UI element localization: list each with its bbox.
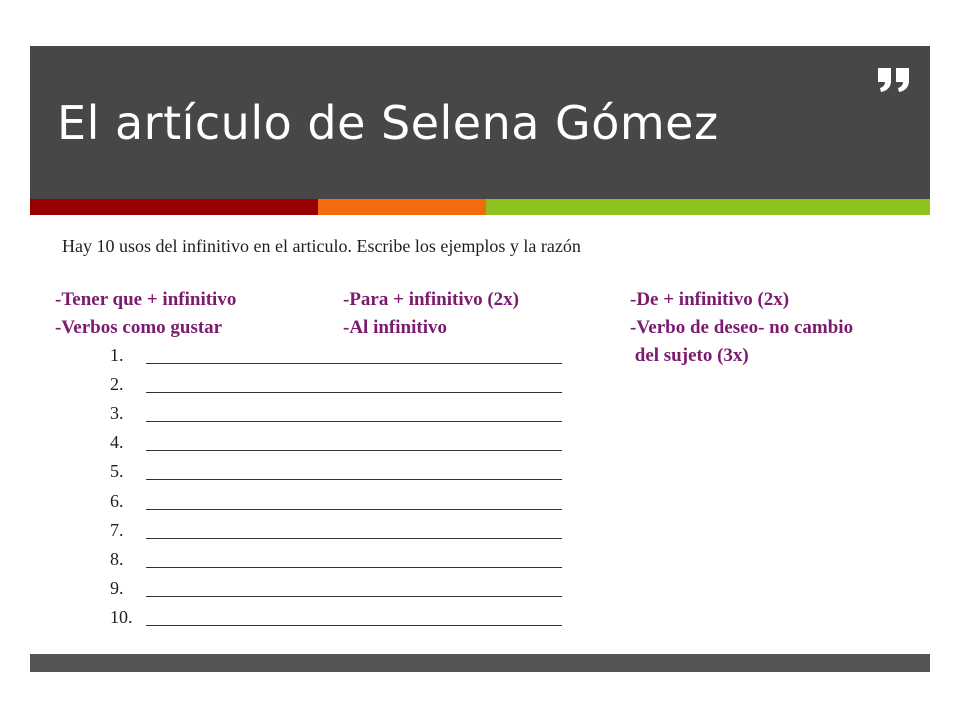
answer-number: 9.: [110, 577, 124, 598]
answer-row: [110, 603, 562, 632]
answer-blank-line[interactable]: [146, 407, 562, 422]
answer-row: [110, 516, 562, 545]
accent-segment-red: [30, 199, 318, 215]
category-column-1: [55, 286, 236, 342]
answer-row: [110, 574, 562, 603]
answer-row: [110, 370, 562, 399]
category-item: -Tener que + infinitivo: [55, 289, 237, 310]
answer-number: 3.: [110, 403, 124, 424]
title-banner: [30, 46, 930, 199]
answer-number: 6.: [110, 490, 124, 511]
answer-number: 7.: [110, 519, 124, 540]
answer-row: [110, 545, 562, 574]
answer-blank-line[interactable]: [146, 495, 562, 510]
accent-bar: [30, 199, 930, 215]
answer-number: 10.: [110, 606, 133, 627]
answer-row: [110, 399, 562, 428]
answer-number: 2.: [110, 374, 124, 395]
answer-number: 5.: [110, 461, 124, 482]
quote-icon: [874, 60, 914, 100]
answer-blank-line[interactable]: [146, 378, 562, 393]
category-item: -Para + infinitivo (2x): [343, 289, 520, 310]
category-item: -Verbos como gustar: [55, 317, 223, 338]
accent-segment-green: [486, 199, 930, 215]
answer-number: 8.: [110, 548, 124, 569]
answer-blank-line[interactable]: [146, 436, 562, 451]
category-column-3: [630, 286, 853, 370]
answer-blank-line[interactable]: [146, 524, 562, 539]
answer-blank-line[interactable]: [146, 349, 562, 364]
instruction-text: Hay 10 usos del infinitivo en el articulo. Escribe los ejemplos y la razón: [62, 236, 581, 256]
answer-number: 1.: [110, 345, 124, 366]
accent-segment-orange: [318, 199, 486, 215]
answer-row: [110, 341, 562, 370]
category-column-2: [343, 286, 519, 342]
answer-blank-line[interactable]: [146, 611, 562, 626]
slide-title: El artículo de Selena Gómez: [57, 96, 719, 150]
answer-row: [110, 486, 562, 515]
answer-blank-line[interactable]: [146, 582, 562, 597]
answer-row: [110, 457, 562, 486]
category-item: -Al infinitivo: [343, 317, 447, 338]
category-item: del sujeto (3x): [630, 345, 749, 366]
answer-blank-line[interactable]: [146, 553, 562, 568]
answer-row: [110, 428, 562, 457]
answer-blank-line[interactable]: [146, 465, 562, 480]
footer-bar: [30, 654, 930, 672]
category-item: -Verbo de deseo- no cambio: [630, 317, 854, 338]
category-item: -De + infinitivo (2x): [630, 289, 790, 310]
answer-number: 4.: [110, 432, 124, 453]
answer-list: [110, 341, 562, 632]
